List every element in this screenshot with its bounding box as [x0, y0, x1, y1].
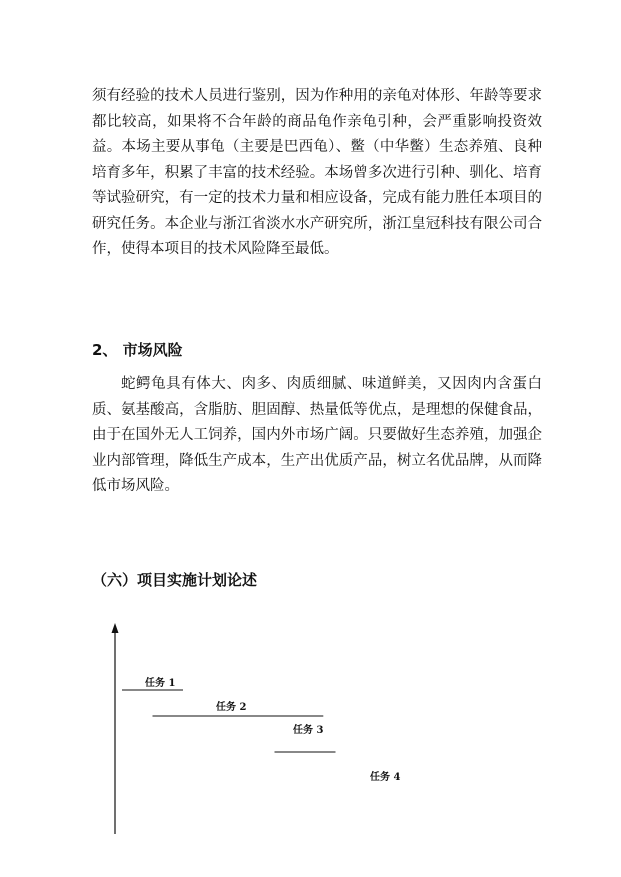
section-heading-implementation-plan: （六）项目实施计划论述: [92, 571, 258, 589]
gantt-label-task-2: 任务 2: [216, 702, 247, 713]
body-paragraph-1: 须有经验的技术人员进行鉴别，因为作种用的亲龟对体形、年龄等要求都比较高，如果将不合年龄的商品龟作亲龟引种，会严重影响投资效益。本场主要从事龟（主要是巴西龟）、鳖（中华鳖）生态养殖、良种培育多年，积累了丰富的技术经验。本场曾多次进行引种、驯化、培育等试验研究，有一定的技术力量和相应设备，完成有能力胜任本项目的研究任务。本企业与浙江省淡水水产研究所，浙江皇冠科技有限公司合作，使得本项目的技术风险降至最低。: [92, 88, 542, 257]
body-paragraph-2: 蛇鳄龟具有体大、肉多、肉质细腻、味道鲜美，又因肉内含蛋白质、氨基酸高，含脂肪、胆固醇、热量低等优点，是理想的保健食品，由于在国外无人工饲养，国内外市场广阔。只要做好生态养殖，加强企业内部管理，降低生产成本，生产出优质产品，树立名优品牌，从而降低市场风险。: [92, 376, 542, 494]
gantt-label-task-3: 任务 3: [293, 725, 324, 736]
gantt-label-task-1: 任务 1: [145, 678, 176, 689]
gantt-axis-arrowhead: [112, 623, 119, 633]
gantt-label-task-4: 任务 4: [370, 772, 401, 783]
section-heading-market-risk: 2、 市场风险: [92, 341, 183, 359]
